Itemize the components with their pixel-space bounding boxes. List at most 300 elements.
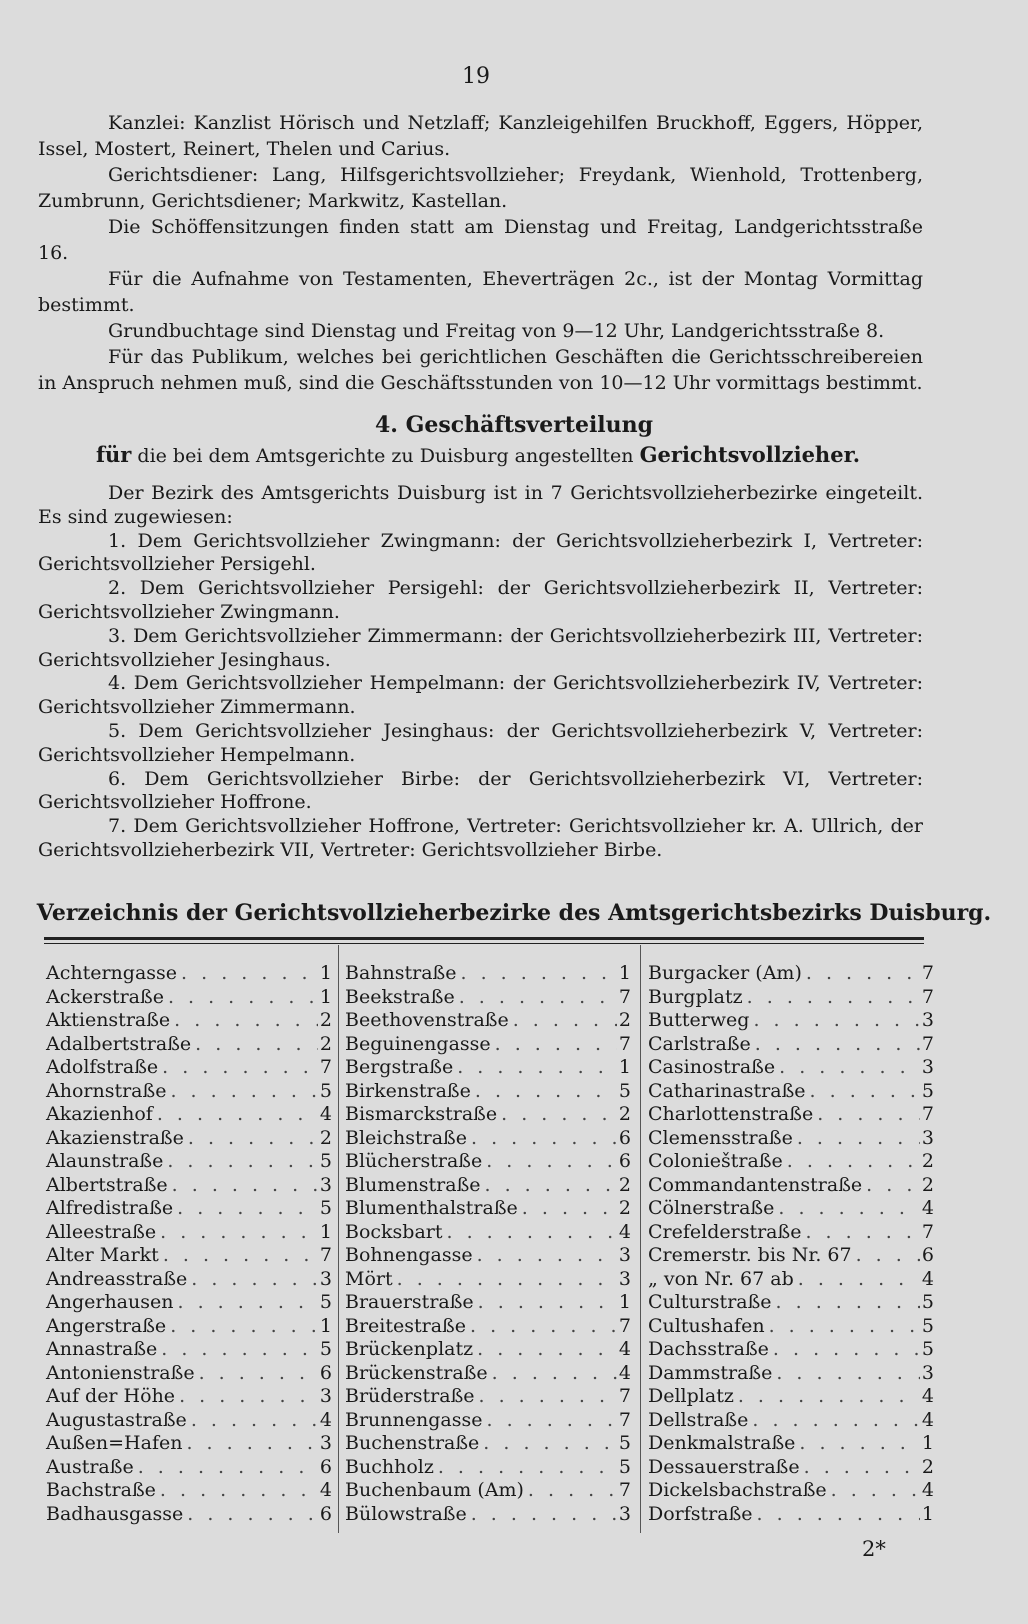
district-number: 3 [921,1056,934,1078]
leader-dots [455,986,617,1010]
street-row [345,1127,631,1151]
leader-dots [801,1221,920,1245]
leader-dots [177,962,318,986]
street-name: Butterweg [648,1009,750,1031]
leader-dots [769,1338,920,1362]
leader-dots [765,1315,920,1339]
district-number: 3 [921,1361,934,1384]
street-row [648,1103,934,1127]
street-row [345,1174,631,1198]
street-row [345,1432,631,1456]
leader-dots [491,1033,617,1057]
street-row [648,1056,934,1080]
leader-dots [772,1362,920,1386]
street-name: Adolfstraße [46,1056,159,1078]
leader-dots [497,1103,617,1127]
subheading-middle: die bei dem Amtsgerichte zu Duisburg angestellten [137,445,634,467]
paragraph: Grundbuchtage sind Dienstag und Freitag von 9—12 Uhr, Landgerichtsstraße 8. [108,320,885,342]
district-number: 7 [618,1314,631,1337]
leader-dots [166,1315,318,1339]
street-row [345,1315,631,1339]
street-row [648,1479,934,1503]
street-row [648,1456,934,1480]
street-name: Crefelderstraße [648,1220,802,1243]
street-name: Mört [345,1267,393,1290]
leader-dots [173,1291,318,1315]
street-row [345,986,631,1010]
street-row [345,1479,631,1503]
distribution-item: 6. Dem Gerichtsvollzieher Birbe: der Gerichtsvollzieherbezirk VI, Vertreter: Gerichtsvollzieher Hoffrone. [38,767,923,814]
district-number: 1 [921,1432,934,1454]
district-number: 6 [319,1361,332,1384]
street-row [648,1150,934,1174]
street-row [345,1385,631,1409]
street-row [345,1056,631,1080]
leader-dots [471,1080,617,1104]
district-number: 5 [618,1079,631,1102]
street-name: Akazienhof [46,1103,153,1125]
street-name: Birkenstraße [345,1079,471,1102]
street-name: Buchenstraße [345,1432,480,1454]
district-number: 3 [618,1267,631,1290]
street-row [648,1009,934,1033]
leader-dots [751,1033,920,1057]
street-name: Brüderstraße [345,1385,475,1407]
leader-dots [182,1432,318,1456]
district-number: 6 [618,1150,631,1172]
leader-dots [191,1033,318,1057]
street-name: Bohnengasse [345,1244,473,1266]
paragraph: Kanzlei: Kanzlist Hörisch und Netzlaff; Kanzleigehilfen Bruckhoff, Eggers, Höpper, Issel, Mostert, Reinert, Thelen und Carius. [38,112,923,160]
street-row [46,962,332,986]
street-row [46,1479,332,1503]
street-row [345,1080,631,1104]
section-heading: 4. Geschäftsverteilung [374,412,654,438]
street-row [648,1432,934,1456]
district-number: 5 [319,1338,332,1360]
district-number: 1 [921,1502,934,1525]
street-name: Dickelsbachstraße [648,1479,827,1501]
street-name: Culturstraße [648,1291,772,1313]
district-number: 1 [618,962,631,984]
leader-dots [795,1432,920,1456]
district-number: 3 [921,1009,934,1031]
district-number: 7 [921,1220,934,1243]
leader-dots [453,1056,617,1080]
street-name: Burgacker (Am) [648,962,802,984]
street-name: Dellstraße [648,1408,749,1431]
district-number: 5 [618,1432,631,1454]
street-row [648,986,934,1010]
district-number: 1 [319,1314,332,1337]
district-number: 5 [319,1150,332,1172]
district-number: 2 [319,1032,332,1055]
street-name: Beekstraße [345,985,455,1008]
district-number: 4 [618,1220,631,1243]
leader-dots [473,1338,617,1362]
district-number: 2 [319,1126,332,1149]
district-number: 3 [319,1432,332,1454]
leader-dots [734,1385,920,1409]
street-name: Blücherstraße [345,1150,483,1172]
street-row [46,1362,332,1386]
district-number: 2 [319,1009,332,1031]
leader-dots [175,1385,318,1409]
street-row [345,1150,631,1174]
district-number: 3 [319,1385,332,1407]
district-number: 4 [319,1103,332,1125]
street-name: Dessauerstraße [648,1455,800,1478]
leader-dots [482,1150,617,1174]
street-name: Burgplatz [648,985,743,1008]
distribution-item: 4. Dem Gerichtsvollzieher Hempelmann: der Gerichtsvollzieherbezirk IV, Vertreter: Gerichtsvollzieher Zimmermann. [38,672,923,719]
leader-dots [157,1338,318,1362]
leader-dots [467,1127,617,1151]
district-number: 5 [618,1455,631,1478]
district-number: 7 [618,1479,631,1501]
street-row [648,1362,934,1386]
leader-dots [467,1503,617,1527]
street-row [648,1291,934,1315]
district-number: 1 [618,1291,631,1313]
intro-text [38,110,923,396]
district-number: 2 [618,1173,631,1196]
street-row [46,1385,332,1409]
column-divider [640,945,641,1533]
street-name: Bleichstraße [345,1126,467,1149]
leader-dots [827,1479,920,1503]
street-name: Albertstraße [46,1173,168,1196]
street-row [46,1291,332,1315]
street-name: Ahornstraße [46,1079,167,1102]
district-number: 7 [618,985,631,1008]
leader-dots [156,1479,318,1503]
street-name: Aktienstraße [46,1009,171,1031]
leader-dots [475,1385,617,1409]
street-name: Breitestraße [345,1314,466,1337]
leader-dots [775,1056,920,1080]
table-title: Verzeichnis der Gerichtsvollzieherbezirke des Amtsgerichtsbezirks Duisburg. [36,900,992,926]
district-number: 6 [618,1126,631,1149]
leader-dots [862,1174,920,1198]
street-row [648,1409,934,1433]
district-number: 7 [618,1032,631,1055]
district-number: 3 [921,1126,934,1149]
district-number: 4 [921,1408,934,1431]
street-name: Alter Markt [46,1244,159,1266]
street-name: Alaunstraße [46,1150,164,1172]
leader-dots [482,1409,617,1433]
street-name: Andreasstraße [46,1267,188,1290]
district-number: 6 [921,1244,934,1266]
distribution-item: 7. Dem Gerichtsvollzieher Hoffrone, Vertreter: Gerichtsvollzieher kr. A. Ullrich, der Gerichtsvollzieherbezirk VII, Vertreter: Gerichtsvollzieher Birbe. [38,815,923,861]
leader-dots [749,1009,920,1033]
street-row [46,1503,332,1527]
leader-dots [153,1103,318,1127]
street-name: Cultushafen [648,1314,765,1337]
leader-dots [518,1197,617,1221]
district-number: 6 [319,1455,332,1478]
street-row [345,1033,631,1057]
leader-dots [806,1080,920,1104]
district-number: 4 [921,1479,934,1501]
street-name: Casinostraße [648,1056,776,1078]
street-row [46,1268,332,1292]
street-name: Carlstraße [648,1032,751,1055]
street-row [46,1456,332,1480]
street-name: Dammstraße [648,1361,773,1384]
district-number: 4 [921,1267,934,1290]
distribution-lead: Der Bezirk des Amtsgerichts Duisburg ist in 7 Gerichtsvollzieherbezirke eingeteilt. Es sind zugewiesen: [38,482,923,528]
district-number: 5 [319,1079,332,1102]
distribution-item: 2. Dem Gerichtsvollzieher Persigehl: der Gerichtsvollzieherbezirk II, Vertreter: Gerichtsvollzieher Zwingmann. [38,577,923,623]
street-name: Dachsstraße [648,1338,769,1360]
street-row [345,1409,631,1433]
district-number: 7 [319,1056,332,1078]
street-row [46,986,332,1010]
street-name: Charlottenstraße [648,1103,814,1125]
section-subheading [38,442,918,467]
table-rule-thin [44,943,924,944]
street-name: Angerstraße [46,1314,167,1337]
street-name: Denkmalstraße [648,1432,796,1454]
leader-dots [794,1268,920,1292]
district-number: 3 [618,1244,631,1266]
table-rule-thick [44,937,924,940]
street-row [46,1174,332,1198]
street-row [648,1244,934,1268]
leader-dots [134,1456,318,1480]
street-name: Buchholz [345,1455,434,1478]
district-number: 6 [319,1502,332,1525]
street-row [648,1127,934,1151]
street-row [648,1221,934,1245]
district-number: 2 [921,1455,934,1478]
street-row [648,1385,934,1409]
page-number: 19 [462,64,490,89]
street-name: Brunnengasse [345,1408,483,1431]
street-row [46,1432,332,1456]
street-name: Catharinastraße [648,1079,806,1102]
street-name: Brauerstraße [345,1291,474,1313]
leader-dots [187,1268,318,1292]
street-name: Colonieštraße [648,1150,783,1172]
district-number: 3 [319,1173,332,1196]
district-number: 7 [618,1385,631,1407]
leader-dots [852,1244,920,1268]
district-number: 5 [921,1079,934,1102]
street-name: Antonienstraße [46,1361,195,1384]
district-number: 1 [618,1056,631,1078]
street-name: Annastraße [46,1338,158,1360]
leader-dots [434,1456,617,1480]
street-name: Brückenstraße [345,1361,488,1384]
leader-dots [166,1080,318,1104]
district-number: 7 [921,1032,934,1055]
district-number: 5 [921,1338,934,1360]
column-divider [338,945,339,1533]
district-number: 5 [319,1197,332,1219]
street-name: Adalbertstraße [46,1032,192,1055]
paragraph: Für das Publikum, welches bei gerichtlichen Geschäften die Gerichtsschreibereien in Anspruch nehmen muß, sind die Geschäftsstunden von 10—12 Uhr vormittags bestimmt. [38,346,923,394]
street-name: Alfredistraße [46,1197,174,1219]
distribution-item: 5. Dem Gerichtsvollzieher Jesinghaus: der Gerichtsvollzieherbezirk V, Vertreter: Gerichtsvollzieher Hempelmann. [38,719,923,766]
district-number: 1 [319,1220,332,1243]
leader-dots [183,1503,318,1527]
street-name: Alleestraße [46,1220,157,1243]
district-number: 4 [921,1385,934,1407]
street-name: Ackerstraße [46,985,164,1008]
leader-dots [474,1291,617,1315]
leader-dots [159,1244,318,1268]
street-row [46,1338,332,1362]
street-row [648,1197,934,1221]
street-name: Bachstraße [46,1479,156,1501]
district-number: 2 [618,1009,631,1031]
leader-dots [774,1197,920,1221]
street-row [345,1221,631,1245]
street-row [648,1315,934,1339]
district-number: 3 [618,1502,631,1525]
district-number: 1 [319,985,332,1008]
street-row [345,962,631,986]
leader-dots [772,1291,920,1315]
leader-dots [457,962,618,986]
leader-dots [743,986,920,1010]
paragraph: Gerichtsdiener: Lang, Hilfsgerichtsvollzieher; Freydank, Wienhold, Trottenberg, Zumbrunn, Gerichtsdiener; Markwitz, Kastellan. [38,164,923,212]
street-name: Augustastraße [46,1408,187,1431]
street-row [46,1080,332,1104]
street-row [46,1315,332,1339]
street-row [46,1127,332,1151]
distribution-item: 3. Dem Gerichtsvollzieher Zimmermann: der Gerichtsvollzieherbezirk III, Vertreter: Gerichtsvollzieher Jesinghaus. [38,624,923,671]
street-row [648,1268,934,1292]
street-row [345,1268,631,1292]
street-name: Angerhausen [46,1291,174,1313]
leader-dots [466,1315,617,1339]
street-row [648,962,934,986]
street-name: Beethovenstraße [345,1009,509,1031]
leader-dots [164,986,318,1010]
leader-dots [813,1103,920,1127]
district-number: 7 [921,985,934,1008]
street-column-3 [648,962,934,1526]
street-column-1 [46,962,332,1526]
street-row [345,1456,631,1480]
street-name: Commandantenstraße [648,1173,863,1196]
street-row [345,1503,631,1527]
leader-dots [793,1127,920,1151]
street-row [46,1197,332,1221]
street-name: Cremerstr. bis Nr. 67 [648,1244,852,1266]
district-number: 2 [618,1197,631,1219]
leader-dots [800,1456,920,1480]
street-row [648,1080,934,1104]
street-row [46,1409,332,1433]
subheading-bold: Gerichtsvollzieher. [639,442,861,467]
district-number: 4 [618,1338,631,1360]
leader-dots [481,1174,617,1198]
district-number: 3 [319,1267,332,1290]
leader-dots [753,1503,920,1527]
leader-dots [802,962,920,986]
street-row [648,1033,934,1057]
street-name: Dellplatz [648,1385,734,1407]
street-row [46,1244,332,1268]
street-row [345,1009,631,1033]
street-name: Cölnerstraße [648,1197,775,1219]
street-name: „ von Nr. 67 ab [648,1267,794,1290]
district-number: 5 [921,1314,934,1337]
district-number: 5 [921,1291,934,1313]
street-name: Buchenbaum (Am) [345,1479,524,1501]
street-name: Außen=Hafen [46,1432,183,1454]
street-name: Dorfstraße [648,1502,753,1525]
street-name: Akazienstraße [46,1126,184,1149]
street-name: Bismarckstraße [345,1103,498,1125]
leader-dots [479,1432,617,1456]
leader-dots [443,1221,617,1245]
street-row [46,1009,332,1033]
leader-dots [748,1409,920,1433]
district-number: 4 [319,1479,332,1501]
street-name: Achterngasse [46,962,178,984]
district-number: 7 [319,1244,332,1266]
street-row [345,1362,631,1386]
street-row [345,1103,631,1127]
leader-dots [509,1009,617,1033]
street-name: Badhausgasse [46,1502,184,1525]
street-row [648,1338,934,1362]
district-number: 2 [921,1150,934,1172]
leader-dots [158,1056,318,1080]
leader-dots [187,1409,318,1433]
street-name: Clemensstraße [648,1126,793,1149]
district-number: 4 [921,1197,934,1219]
paragraph: Für die Aufnahme von Testamenten, Eheverträgen 2c., ist der Montag Vormittag bestimmt. [38,268,923,316]
leader-dots [473,1244,617,1268]
district-number: 7 [921,962,934,984]
district-number: 4 [319,1408,332,1431]
leader-dots [488,1362,617,1386]
street-name: Bocksbart [345,1220,443,1243]
paragraph: Die Schöffensitzungen finden statt am Dienstag und Freitag, Landgerichtsstraße 16. [38,216,923,264]
street-row [345,1291,631,1315]
street-name: Bergstraße [345,1056,454,1078]
street-name: Beguinengasse [345,1032,491,1055]
signature-mark: 2* [862,1537,886,1561]
street-name: Auf der Höhe [46,1385,176,1407]
street-name: Blumenthalstraße [345,1197,518,1219]
street-column-2 [345,962,631,1526]
district-number: 1 [319,962,332,984]
street-row [648,1174,934,1198]
street-row [46,1056,332,1080]
street-row [345,1338,631,1362]
district-number: 7 [618,1408,631,1431]
district-number: 7 [921,1103,934,1125]
leader-dots [163,1150,318,1174]
leader-dots [184,1127,318,1151]
leader-dots [173,1197,318,1221]
street-row [648,1503,934,1527]
street-row [46,1033,332,1057]
leader-dots [393,1268,617,1292]
street-name: Austraße [46,1455,134,1478]
street-row [46,1103,332,1127]
leader-dots [524,1479,617,1503]
leader-dots [168,1174,318,1198]
